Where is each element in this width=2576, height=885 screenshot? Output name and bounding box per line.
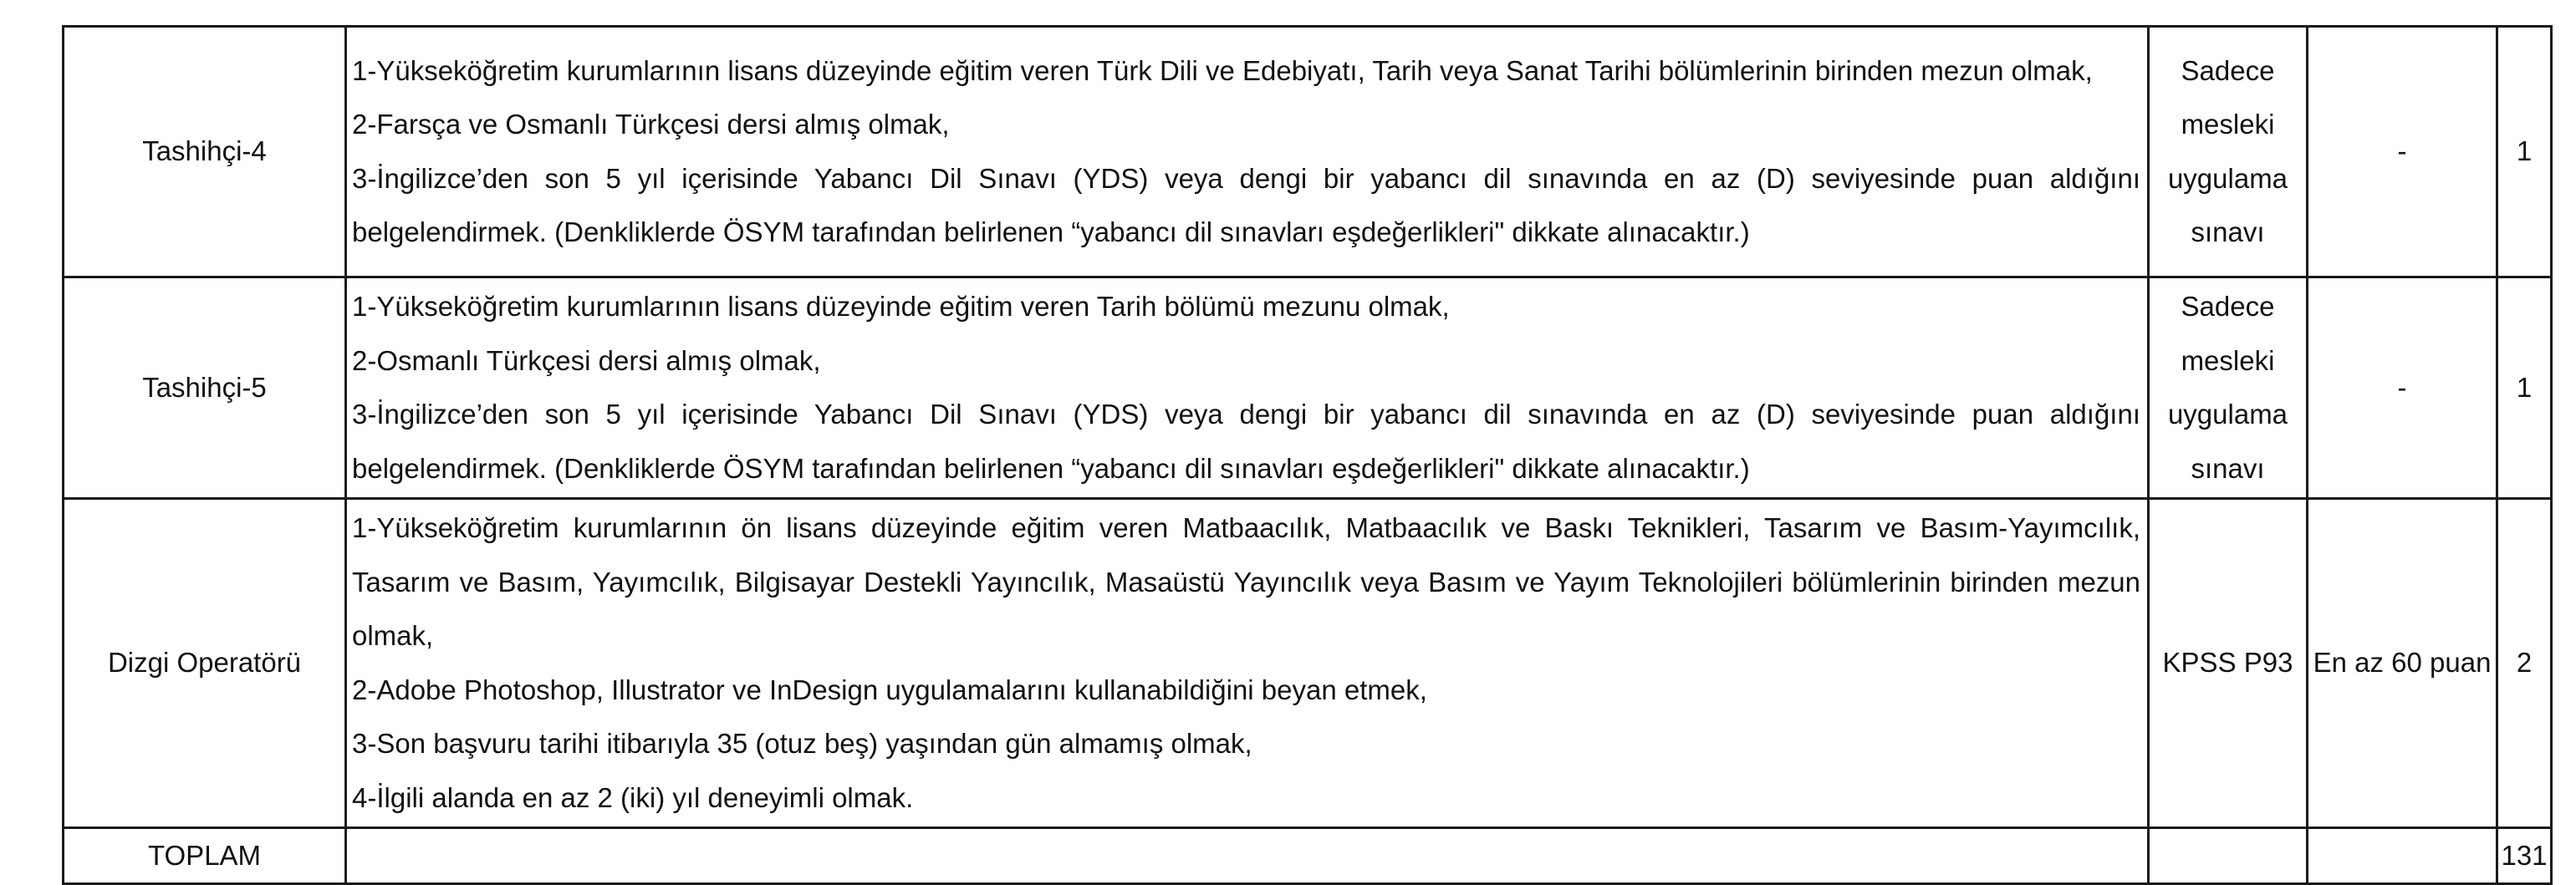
requirement-item: 1-Yükseköğretim kurumlarının lisans düzeyinde eğitim veren Tarih bölümü mezunu olmak, xyxy=(352,291,1450,322)
empty-cell xyxy=(2308,828,2497,884)
requirement-item: 3-İngilizce’den son 5 yıl içerisinde Yabancı Dil Sınavı (YDS) veya dengi bir yabancı dil sınavında en az (D) seviyesinde puan aldığını belgelendirmek. (Denkliklerde ÖSYM tarafından belirlenen “yabancı dil sınavları eşdeğerlikleri" dikkate alınacaktır.) xyxy=(352,162,2140,247)
minimum-score: - xyxy=(2308,27,2497,277)
position-title: Dizgi Operatörü xyxy=(64,499,346,828)
minimum-score: - xyxy=(2308,277,2497,499)
table-row xyxy=(64,27,2552,277)
position-title: Tashihçi-4 xyxy=(64,27,346,277)
requirement-item: 1-Yükseköğretim kurumlarının lisans düzeyinde eğitim veren Türk Dili ve Edebiyatı, Tarih veya Sanat Tarihi bölümlerinin birinden mezun olmak, xyxy=(352,54,2093,86)
table-row xyxy=(64,499,2552,828)
exam-type: Sadece mesleki uygulama sınavı xyxy=(2149,27,2308,277)
total-row xyxy=(64,828,2552,884)
exam-type: KPSS P93 xyxy=(2149,499,2308,828)
total-count: 131 xyxy=(2497,828,2552,884)
empty-cell xyxy=(2149,828,2308,884)
requirement-item: 2-Farsça ve Osmanlı Türkçesi dersi almış olmak, xyxy=(352,109,950,140)
exam-type: Sadece mesleki uygulama sınavı xyxy=(2149,277,2308,499)
requirement-item: 1-Yükseköğretim kurumlarının ön lisans düzeyinde eğitim veren Matbaacılık, Matbaacılık ve Baskı Teknikleri, Tasarım ve Basım-Yayımcılık, Tasarım ve Basım, Yayımcılık, Bilgisayar Destekli Yayıncılık, Masaüstü Yayıncılık veya Basım ve Yayım Teknolojileri bölümlerinin birinden mezun olmak, xyxy=(352,512,2140,651)
requirement-item: 4-İlgili alanda en az 2 (iki) yıl deneyimli olmak. xyxy=(352,781,914,813)
position-count: 1 xyxy=(2497,27,2552,277)
requirement-item: 3-Son başvuru tarihi itibarıyla 35 (otuz beş) yaşından gün almamış olmak, xyxy=(352,728,1252,759)
position-count: 2 xyxy=(2497,499,2552,828)
requirements-cell xyxy=(346,277,2149,499)
position-count: 1 xyxy=(2497,277,2552,499)
minimum-score: En az 60 puan xyxy=(2308,499,2497,828)
empty-cell xyxy=(346,828,2149,884)
requirement-item: 2-Osmanlı Türkçesi dersi almış olmak, xyxy=(352,344,821,376)
requirements-cell xyxy=(346,499,2149,828)
total-label: TOPLAM xyxy=(64,828,346,884)
requirements-cell xyxy=(346,27,2149,277)
requirement-item: 2-Adobe Photoshop, Illustrator ve InDesign uygulamalarını kullanabildiğini beyan etmek, xyxy=(352,674,1427,705)
requirement-item: 3-İngilizce’den son 5 yıl içerisinde Yabancı Dil Sınavı (YDS) veya dengi bir yabancı dil sınavında en az (D) seviyesinde puan aldığını belgelendirmek. (Denkliklerde ÖSYM tarafından belirlenen “yabancı dil sınavları eşdeğerlikleri" dikkate alınacaktır.) xyxy=(352,399,2140,484)
position-title: Tashihçi-5 xyxy=(64,277,346,499)
table-row xyxy=(64,277,2552,499)
positions-table xyxy=(62,25,2553,885)
